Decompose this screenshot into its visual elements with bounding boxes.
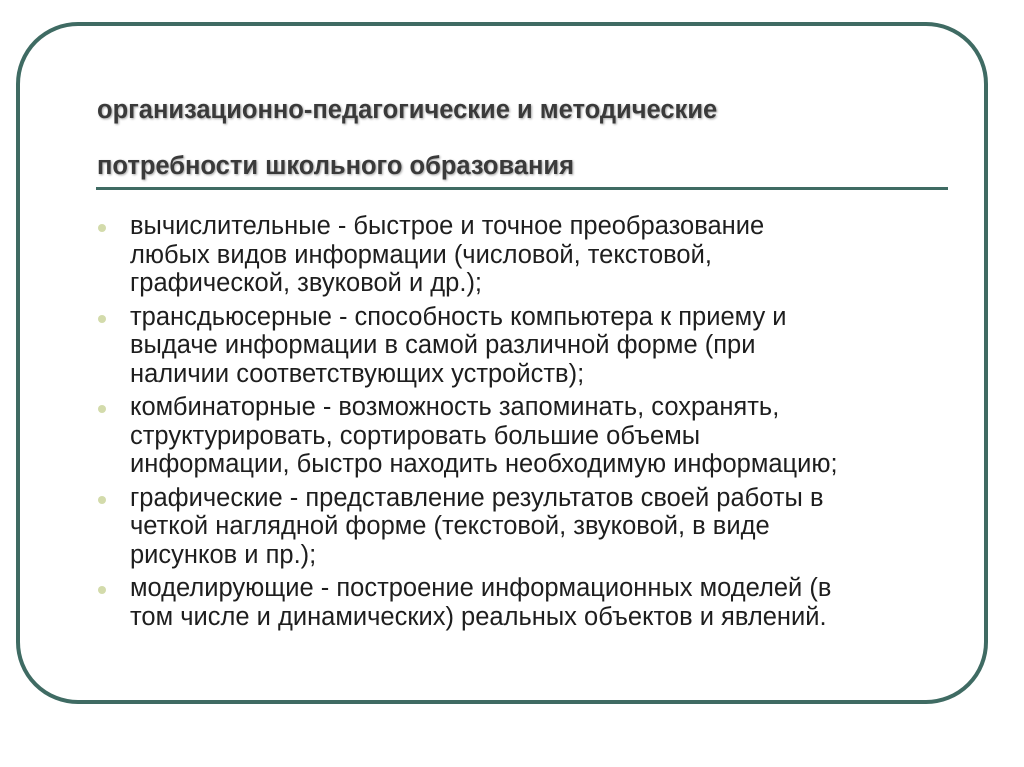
bullet-line: выдаче информации в самой различной форме (при (130, 331, 756, 359)
bullet-text (130, 574, 956, 631)
bullet-line: любых видов информации (числовой, текстовой, (130, 240, 712, 269)
bullet-dot-icon (98, 586, 106, 594)
bullet-text (130, 303, 956, 389)
bullet-line: наличии соответствующих устройств); (130, 359, 585, 388)
bullet-line: графической, звуковой и др.); (130, 269, 483, 297)
bullet-text (130, 393, 956, 479)
bullet-dot-icon (98, 224, 106, 232)
bullet-item-graphic (96, 484, 956, 570)
bullet-line: структурировать, сортировать большие объемы (130, 421, 701, 450)
bullet-item-modeling (96, 574, 956, 631)
bullet-dot-icon (98, 315, 106, 323)
bullet-line: четкой наглядной форме (текстовой, звуковой, в виде (130, 512, 770, 540)
bullet-list (96, 212, 956, 636)
bullet-line: комбинаторные - возможность запоминать, сохранять, (130, 393, 780, 421)
bullet-item-computational (96, 212, 956, 298)
bullet-line: моделирующие - построение информационных моделей (в (130, 574, 832, 602)
bullet-dot-icon (98, 496, 106, 504)
bullet-text (130, 484, 956, 570)
slide-title (97, 82, 947, 194)
bullet-text (130, 212, 956, 298)
bullet-item-combinatorial (96, 393, 956, 479)
bullet-line: вычислительные - быстрое и точное преобразование (130, 212, 765, 240)
bullet-line: том числе и динамических) реальных объектов и явлений. (130, 602, 827, 631)
slide-title-line-2: потребности школьного образования (97, 152, 574, 180)
bullet-item-transducer (96, 303, 956, 389)
bullet-line: рисунков и пр.); (130, 540, 317, 569)
bullet-line: информации, быстро находить необходимую информацию; (130, 450, 838, 478)
bullet-dot-icon (98, 405, 106, 413)
bullet-line: графические - представление результатов своей работы в (130, 483, 824, 512)
bullet-line: трансдьюсерные - способность компьютера к приему и (130, 302, 787, 331)
slide-title-line-1: организационно-педагогические и методические (97, 96, 718, 124)
title-underline (96, 187, 948, 190)
